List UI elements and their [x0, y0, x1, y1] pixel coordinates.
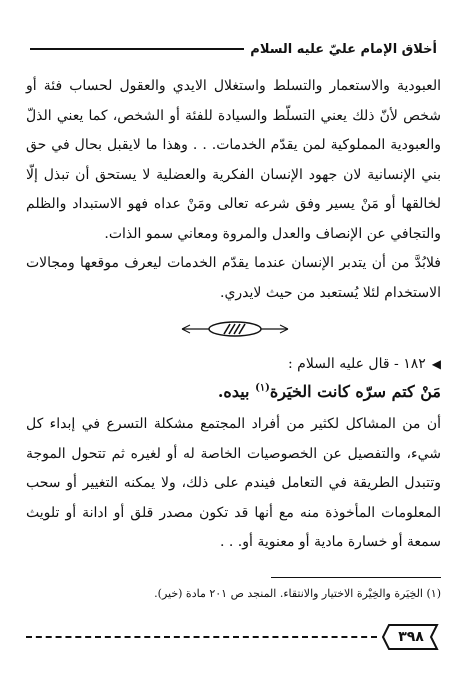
header-title: أخلاق الإمام عليّ عليه السلام [250, 41, 437, 57]
footnote-rule [271, 577, 441, 578]
paragraph-1: العبودية والاستعمار والتسلط واستغلال الايدي والعقول لحساب فئة أو شخص لأنّ ذلك يعني التسلّط والسيادة للفئة أو الشخص، كما يعني الذلّ والعبودية المملوكية لمن يقدّم الخدمات. . . وهذا ما لايقبل بحال في حق بني الإنسانية لان جهود الإنسان الفكرية والعضلية لا يستحق أن تبذل إلّا لخالقها أو مَنْ يسير وفق شرعه تعالى ومَنْ عداه فهو الاستبداد والظلم والتجافي عن الإنصاف والعدل والمروة ومعاني سمو الذات. [26, 78, 441, 242]
saying-section [26, 352, 441, 558]
saying-number: ١٨٢ - قال عليه السلام : [287, 356, 426, 372]
running-header [30, 38, 437, 60]
page-footer [26, 622, 441, 652]
commentary-paragraph: أن من المشاكل لكثير من أفراد المجتمع مشكلة التسرع في إبداء كل شيء، والتفصيل عن الخصوصيات الخاصة له أو لغيره ثم تتحول الموجة وتتبدل الطريقة في التعامل فيندم على ذلك، ولا يمكنه التغيير أو سحب المعلومات المأخوذة منه مع أنها قد تكون مصدر قلق أو ادانة أو تلويث سمعة أو خسارة مادية أو معنوية أو. . . [26, 416, 441, 550]
header-rule [30, 48, 244, 50]
footnote: (١) الخِيَرة والخِيْرة الاختيار والانتقاء. المنجد ص ٢٠١ مادة (خير). [154, 587, 441, 600]
body-text [26, 72, 441, 308]
ornament-divider-icon [180, 318, 290, 340]
paragraph-2: فلابُدَّ من أن يتدبر الإنسان عندما يقدّم الخدمات ليعرف موقعها ومجالات الاستخدام لئلا يُستعبد من حيث لايدري. [26, 255, 441, 301]
footer-dashed-rule [26, 636, 377, 638]
page-number-badge [381, 623, 441, 651]
page-number: ٣٩٨ [398, 629, 424, 645]
footnote-ref: (١) [255, 382, 270, 394]
saying-main: مَنْ كتم سرّه كانت الخيَرة [269, 382, 441, 401]
saying-end: بيده. [217, 382, 256, 401]
saying-text [26, 382, 441, 408]
saying-heading [26, 352, 441, 376]
triangle-marker-icon: ◀ [431, 357, 441, 371]
